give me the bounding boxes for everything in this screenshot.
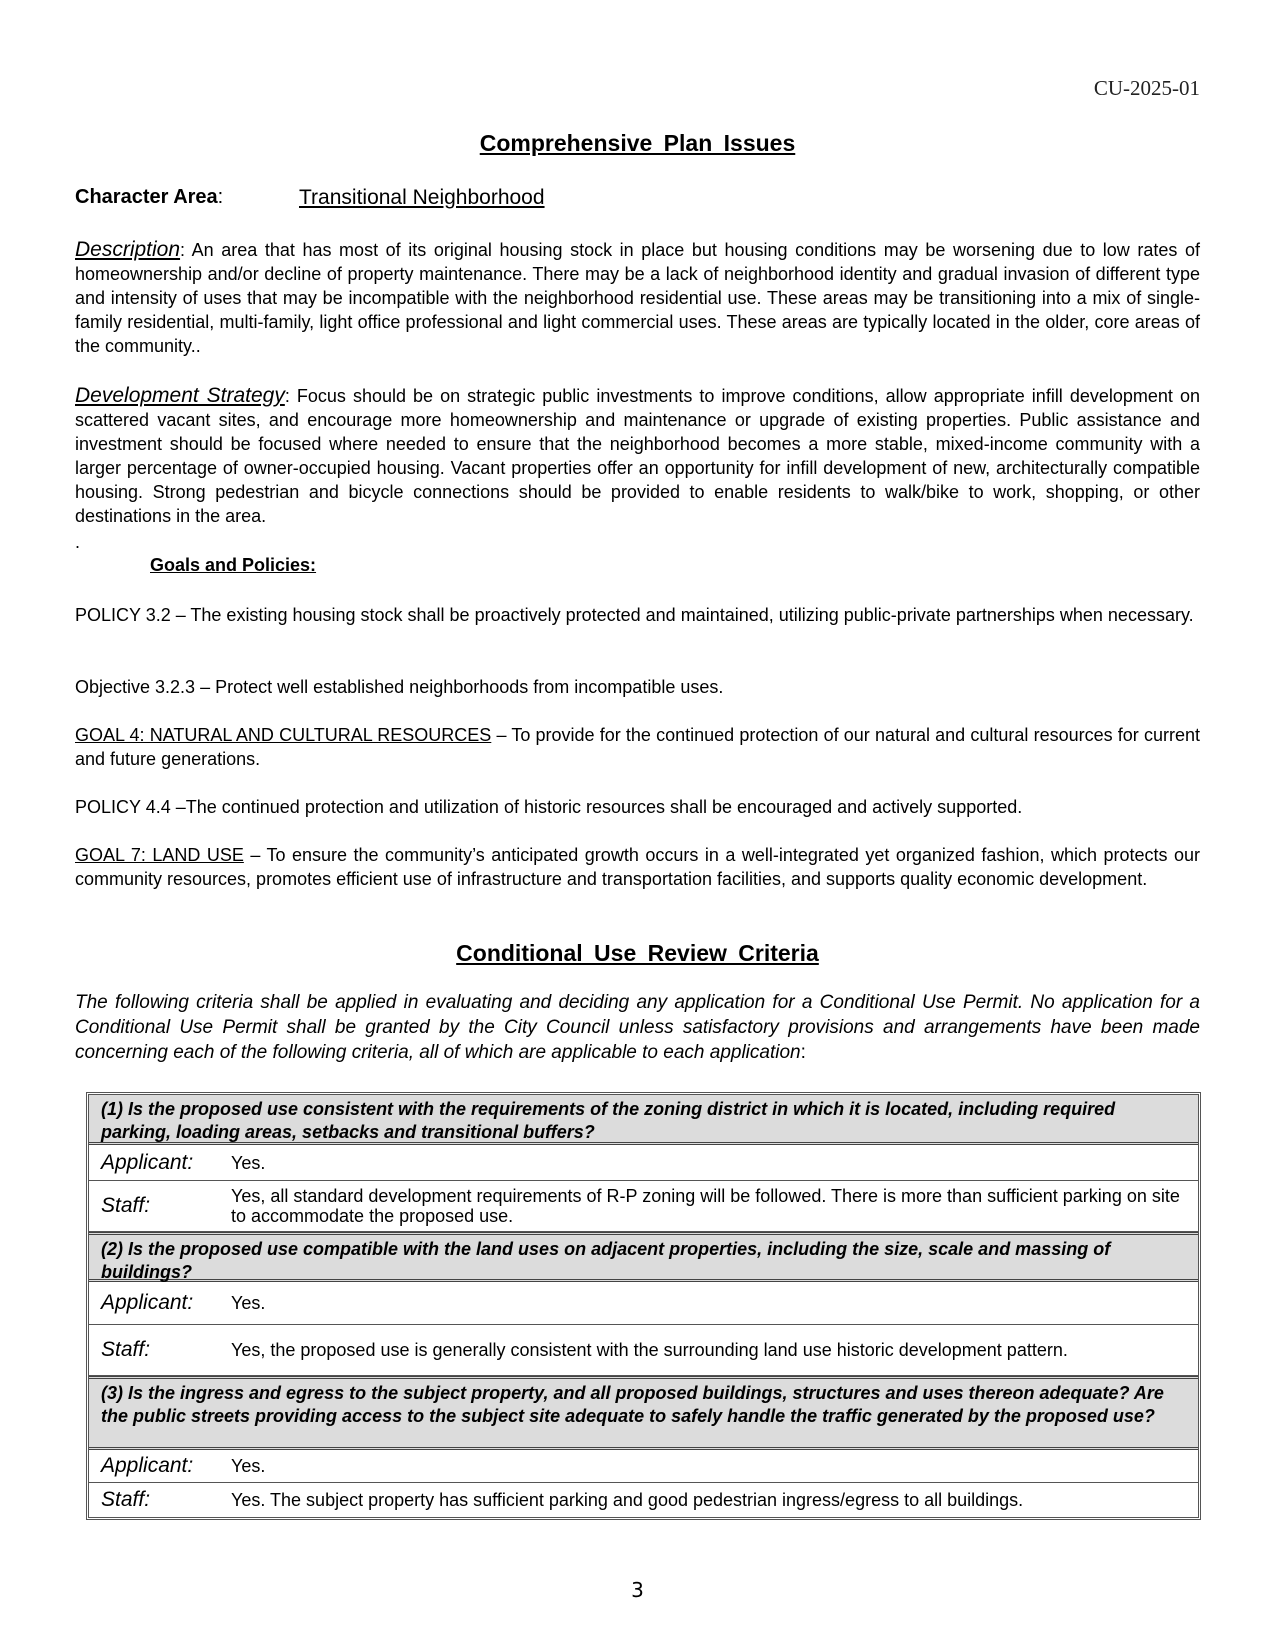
policy-4-4: POLICY 4.4 –The continued protection and utilization of historic resources shall be encouraged and actively supported. bbox=[75, 797, 1023, 817]
page-number: 3 bbox=[631, 1578, 644, 1602]
applicant-row bbox=[89, 1450, 1198, 1483]
objective-3-2-3: Objective 3.2.3 – Protect well established neighborhoods from incompatible uses. bbox=[75, 677, 724, 697]
staff-response: Yes, all standard development requirements of R-P zoning will be followed. There is more than sufficient parking on site to accommodate the proposed use. bbox=[231, 1186, 1180, 1226]
goals-and-policies-heading: Goals and Policies: bbox=[150, 555, 317, 575]
staff-label: Staff: bbox=[101, 1194, 151, 1217]
applicant-label: Applicant: bbox=[101, 1150, 194, 1174]
applicant-row bbox=[89, 1282, 1198, 1325]
applicant-response: Yes. bbox=[231, 1456, 266, 1476]
character-area-label: Character Area bbox=[75, 186, 218, 208]
goal-4-text: – To provide for the continued protection of our natural and cultural resources for current and future generations. bbox=[75, 725, 1200, 769]
character-area-value: Transitional Neighborhood bbox=[299, 186, 545, 209]
development-strategy-text: : Focus should be on strategic public investments to improve conditions, allow appropriate infill development on scattered vacant sites, and encourage more homeownership and maintenance or upgrade of existing properties. Public assistance and investment should be focused where needed to ensure that the neighborhood becomes a more stable, mixed-income community with a larger percentage of owner-occupied housing. Vacant properties offer an opportunity for infill development of new, architecturally compatible housing. Strong pedestrian and bicycle connections should be provided to enable residents to walk/bike to work, shopping, or other destinations in the area. bbox=[75, 386, 1200, 526]
applicant-response: Yes. bbox=[231, 1293, 266, 1313]
goal-4-paragraph bbox=[75, 723, 1200, 771]
goal-7-text: – To ensure the community’s anticipated growth occurs in a well-integrated yet organized fashion, which protects our community resources, promotes efficient use of infrastructure and transportation facilities, and supports quality economic development. bbox=[75, 845, 1200, 889]
goal-4-title: GOAL 4: NATURAL AND CULTURAL RESOURCES bbox=[75, 725, 492, 745]
development-strategy-paragraph bbox=[75, 384, 1200, 528]
character-area-line bbox=[75, 186, 545, 209]
staff-label: Staff: bbox=[101, 1488, 151, 1511]
description-paragraph bbox=[75, 238, 1200, 358]
staff-response: Yes. The subject property has sufficient parking and good pedestrian ingress/egress to all buildings. bbox=[231, 1490, 1024, 1510]
criterion-question: (3) Is the ingress and egress to the subject property, and all proposed buildings, structures and uses thereon adequate? Are the public streets providing access to the subject site adequate to safely handle the traffic generated by the proposed use? bbox=[89, 1376, 1198, 1450]
criteria-table bbox=[86, 1092, 1201, 1520]
criterion-question: (1) Is the proposed use consistent with the requirements of the zoning district in which it is located, including required parking, loading areas, setbacks and transitional buffers? bbox=[89, 1095, 1198, 1145]
criteria-intro-text: The following criteria shall be applied in evaluating and deciding any application for a Conditional Use Permit. No application for a Conditional Use Permit shall be granted by the City Council unless satisfactory provisions and arrangements have been made concerning each of the following criteria, all of which are applicable to each application bbox=[75, 992, 1200, 1063]
criterion-question: (2) Is the proposed use compatible with the land uses on adjacent properties, including the size, scale and massing of buildings? bbox=[89, 1232, 1198, 1282]
applicant-response: Yes. bbox=[231, 1152, 266, 1173]
criteria-intro bbox=[75, 990, 1200, 1065]
character-area-colon: : bbox=[217, 186, 224, 208]
staff-row bbox=[89, 1325, 1198, 1376]
goal-7-paragraph bbox=[75, 843, 1200, 891]
criteria-intro-colon: : bbox=[800, 1042, 806, 1063]
policy-3-2: POLICY 3.2 – The existing housing stock shall be proactively protected and maintained, utilizing public-private partnerships when necessary. bbox=[75, 605, 1194, 625]
staff-row bbox=[89, 1181, 1198, 1232]
conditional-use-heading: Conditional Use Review Criteria bbox=[456, 940, 819, 966]
staff-row bbox=[89, 1483, 1198, 1517]
development-strategy-label: Development Strategy bbox=[75, 384, 285, 407]
comprehensive-plan-heading: Comprehensive Plan Issues bbox=[479, 130, 796, 156]
case-number: CU-2025-01 bbox=[1093, 76, 1200, 100]
description-label: Description bbox=[75, 238, 181, 261]
applicant-label: Applicant: bbox=[101, 1454, 194, 1477]
staff-response: Yes, the proposed use is generally consistent with the surrounding land use historic development pattern. bbox=[231, 1340, 1068, 1360]
stray-period: . bbox=[75, 532, 81, 552]
goal-7-title: GOAL 7: LAND USE bbox=[75, 845, 244, 865]
applicant-label: Applicant: bbox=[101, 1291, 194, 1314]
staff-label: Staff: bbox=[101, 1338, 151, 1361]
description-text: : An area that has most of its original housing stock in place but housing conditions may be worsening due to low rates of homeownership and/or decline of property maintenance. There may be a lack of neighborhood identity and gradual invasion of different type and intensity of uses that may be incompatible with the neighborhood residential use. These areas may be transitioning into a mix of single-family residential, multi-family, light office professional and light commercial uses. These areas are typically located in the older, core areas of the community.. bbox=[75, 240, 1200, 356]
applicant-row bbox=[89, 1145, 1198, 1181]
